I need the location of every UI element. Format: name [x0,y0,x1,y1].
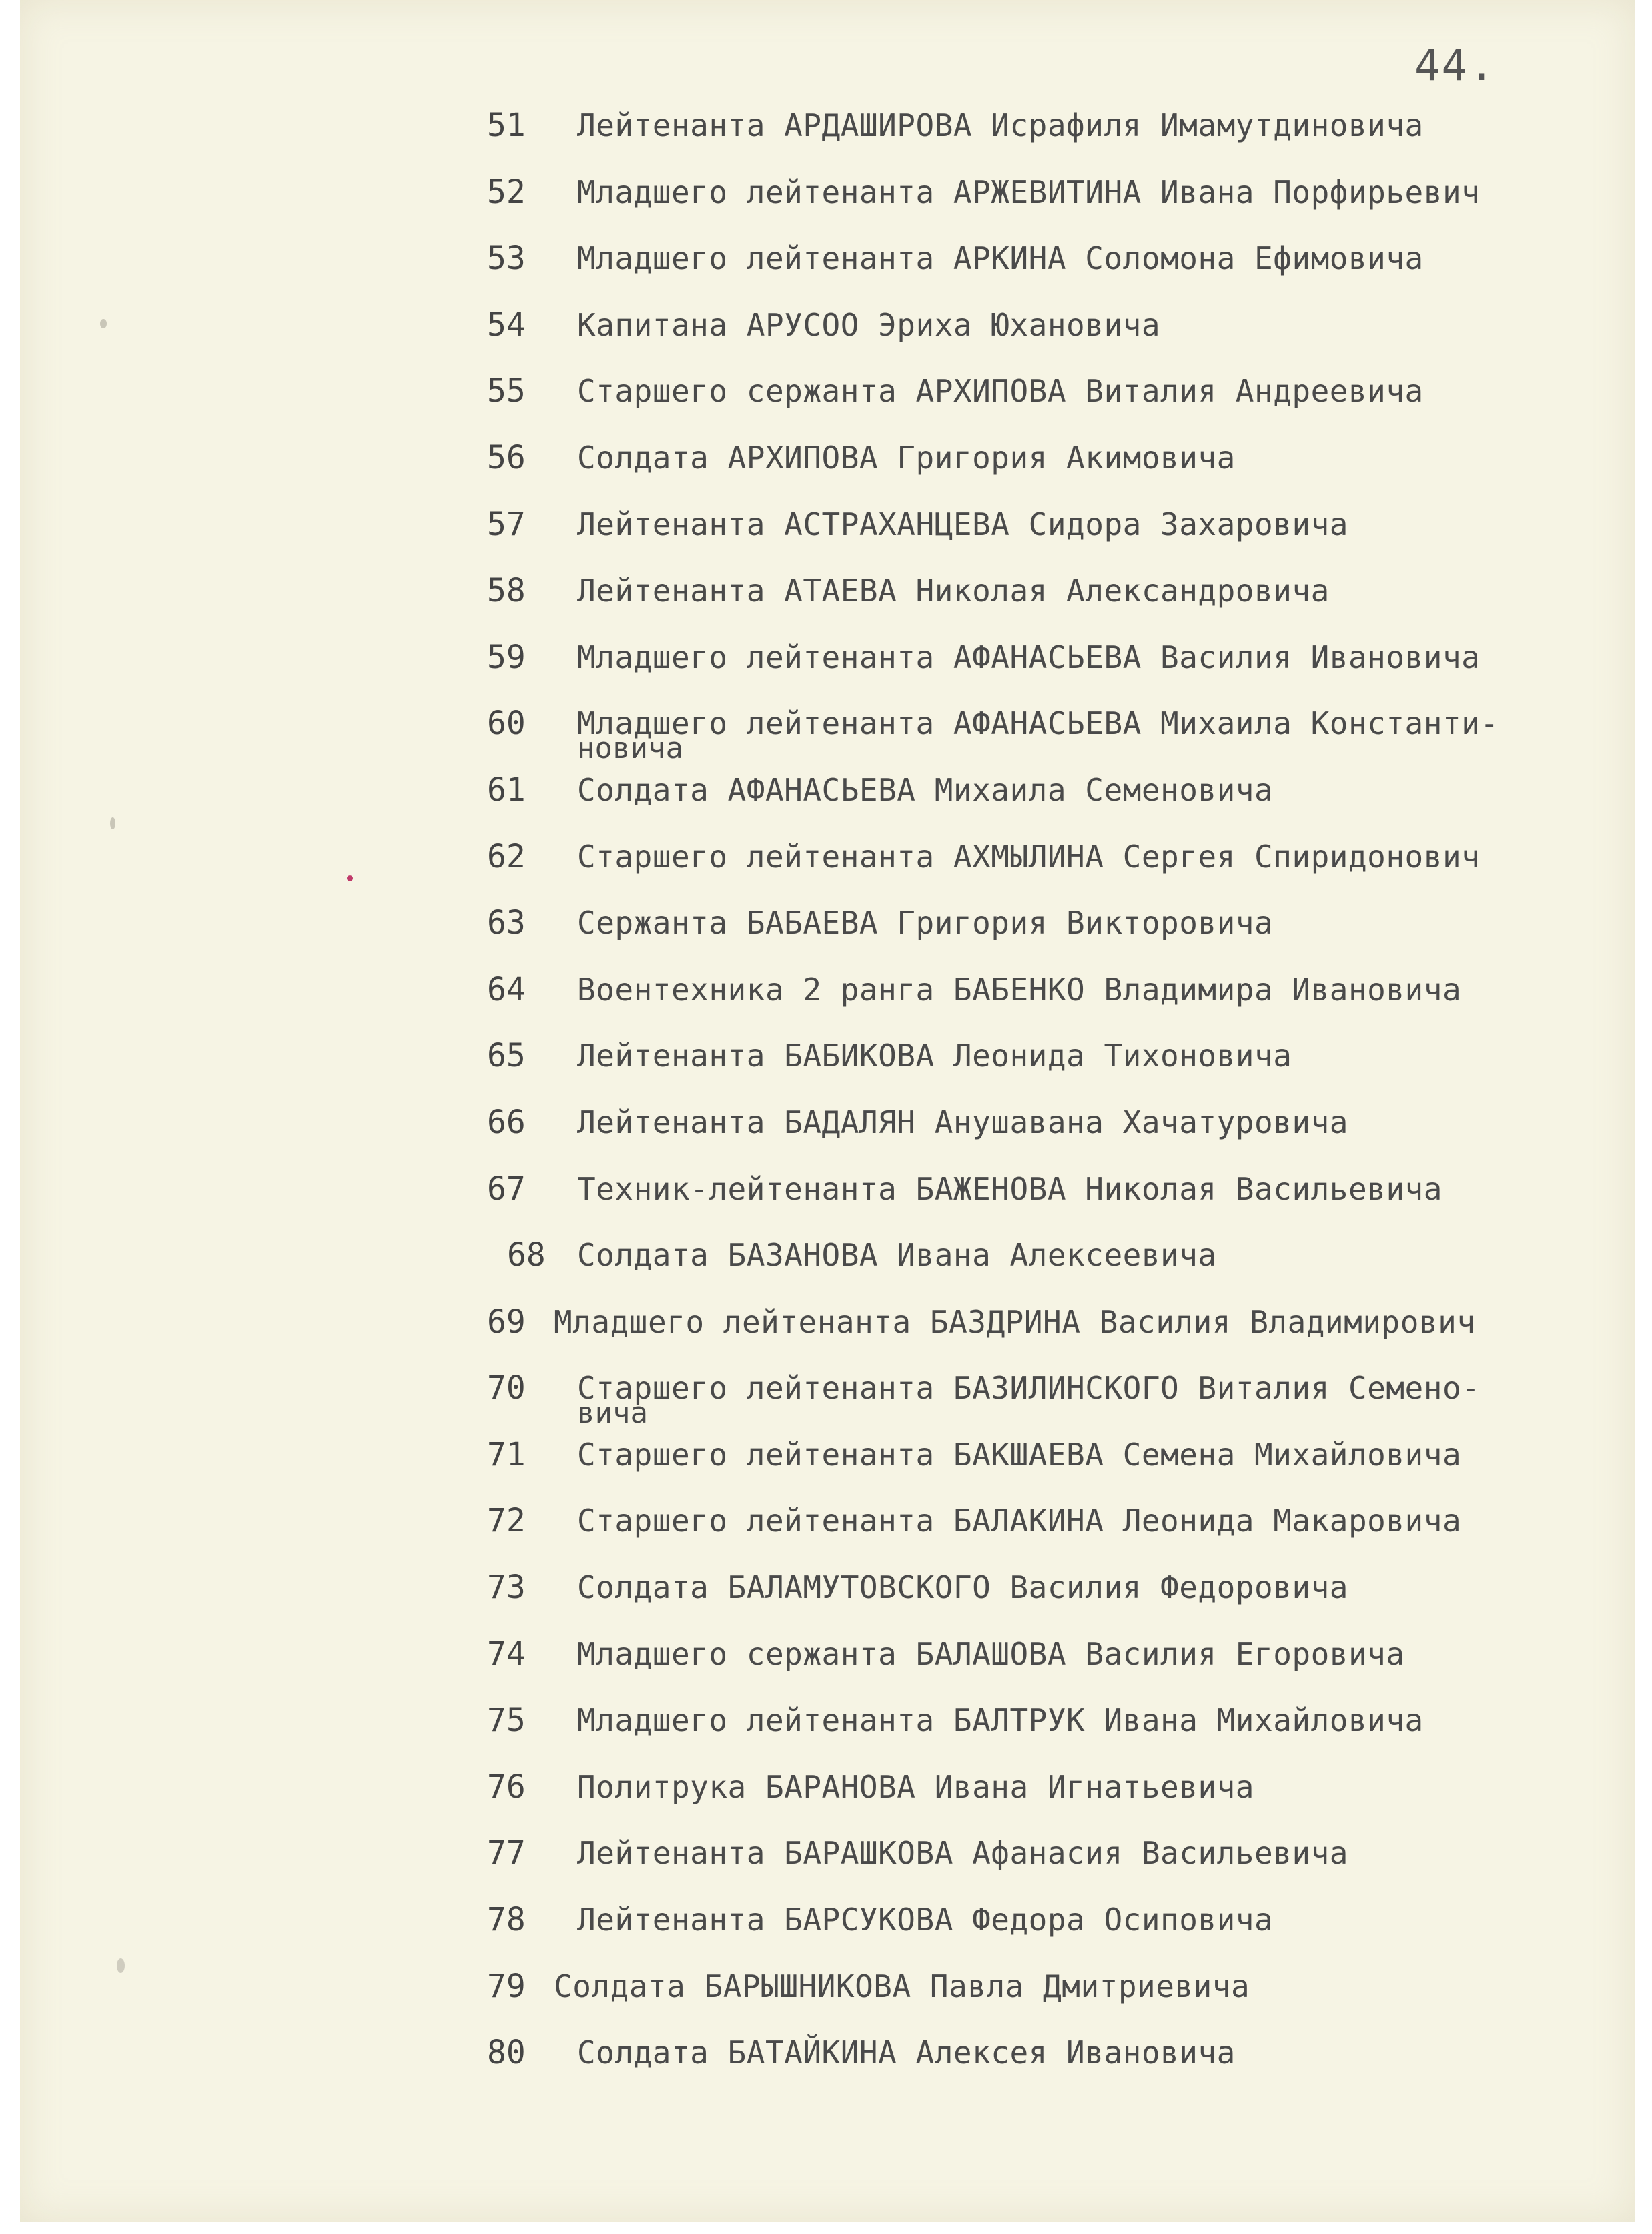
entry-number: 80 [487,2034,526,2072]
entry-number: 63 [487,904,526,942]
list-item [487,1170,1648,1237]
list-item [487,1369,1648,1436]
entry-text: Солдата БАРЫШНИКОВА Павла Дмитриевича [554,1968,1250,2004]
entry-number: 68 [507,1236,546,1274]
entry-text: Солдата АФАНАСЬЕВА Михаила Семеновича [577,771,1274,808]
entry-text: Капитана АРУСОО Эриха Юхановича [577,306,1161,343]
paper-speck [117,1958,125,1973]
list-item [487,1768,1648,1835]
entry-number: 72 [487,1502,526,1540]
entry-text: Младшего лейтенанта АРКИНА Соломона Ефимовича [577,240,1424,277]
entry-text: Старшего лейтенанта БАЗИЛИНСКОГО Виталия Семено- [577,1370,1481,1407]
list-item [487,506,1648,573]
document-page [20,0,1635,2222]
entry-text: Сержанта БАБАЕВА Григория Викторовича [577,905,1274,942]
entry-text: Младшего лейтенанта АФАНАСЬЕВА Василия Ивановича [577,639,1481,675]
entry-continuation: новича [577,731,683,766]
entry-number: 71 [487,1435,526,1473]
entry-text: Солдата БАЛАМУТОВСКОГО Василия Федоровича [577,1569,1348,1606]
list-item [487,1702,1648,1768]
entry-text: Солдата БАТАЙКИНА Алексея Ивановича [577,2034,1236,2071]
entry-text: Лейтенанта БАБИКОВА Леонида Тихоновича [577,1038,1292,1074]
entry-text: Воентехника 2 ранга БАБЕНКО Владимира Ивановича [577,971,1462,1008]
entry-text: Младшего сержанта БАЛАШОВА Василия Егоровича [577,1635,1405,1672]
entry-list [487,107,1648,2101]
entry-number: 61 [487,771,526,809]
entry-number: 65 [487,1037,526,1075]
entry-text: Техник-лейтенанта БАЖЕНОВА Николая Васильевича [577,1170,1442,1207]
list-item [487,1104,1648,1170]
list-item [487,306,1648,373]
entry-number: 58 [487,572,526,610]
entry-number: 62 [487,837,526,875]
list-item [487,639,1648,705]
entry-number: 51 [487,107,526,144]
entry-number: 67 [487,1170,526,1208]
list-item [487,1502,1648,1569]
entry-number: 75 [487,1702,526,1740]
entry-number: 78 [487,1901,526,1939]
entry-number: 54 [487,306,526,344]
entry-number: 70 [487,1369,526,1407]
list-item [487,1303,1648,1370]
list-item [487,904,1648,971]
entry-text: Старшего лейтенанта АХМЫЛИНА Сергея Спиридонович [577,838,1481,875]
entry-number: 74 [487,1635,526,1673]
paper-speck [100,319,107,328]
entry-text: Лейтенанта БАРСУКОВА Федора Осиповича [577,1902,1274,1938]
list-item [487,705,1648,771]
list-item [487,1569,1648,1635]
list-item [487,1834,1648,1901]
entry-text: Младшего лейтенанта АРЖЕВИТИНА Ивана Порфирьевич [577,173,1481,210]
entry-number: 52 [487,173,526,211]
entry-text: Лейтенанта БАРАШКОВА Афанасия Васильевича [577,1835,1348,1872]
entry-text: Младшего лейтенанта БАЛТРУК Ивана Михайловича [577,1702,1424,1739]
page-number: 44. [1414,41,1496,91]
entry-number: 53 [487,240,526,278]
entry-text: Младшего лейтенанта АФАНАСЬЕВА Михаила Константи- [577,705,1499,742]
entry-text: Старшего лейтенанта БАЛАКИНА Леонида Макаровича [577,1503,1462,1539]
entry-number: 79 [487,1967,526,2005]
entry-number: 57 [487,505,526,543]
entry-number: 69 [487,1302,526,1341]
list-item [487,173,1648,240]
list-item [487,572,1648,639]
entry-number: 76 [487,1768,526,1806]
entry-number: 73 [487,1569,526,1607]
list-item [487,107,1648,173]
list-item [487,1635,1648,1702]
ink-speck [347,875,353,881]
entry-number: 66 [487,1103,526,1141]
entry-number: 60 [487,705,526,743]
list-item [487,1436,1648,1503]
list-item [487,372,1648,439]
list-item [487,1968,1648,2034]
list-item [487,1037,1648,1104]
list-item [487,771,1648,838]
entry-text: Лейтенанта АТАЕВА Николая Александровича [577,573,1330,609]
entry-text: Младшего лейтенанта БАЗДРИНА Василия Владимирович [554,1303,1476,1340]
list-item [487,2034,1648,2101]
list-item [487,1236,1648,1303]
entry-number: 55 [487,372,526,410]
entry-text: Лейтенанта АРДАШИРОВА Исрафиля Имамутдиновича [577,107,1424,143]
entry-text: Солдата АРХИПОВА Григория Акимовича [577,439,1236,476]
list-item [487,240,1648,306]
entry-text: Старшего лейтенанта БАКШАЕВА Семена Михайловича [577,1436,1462,1473]
entry-text: Лейтенанта АСТРАХАНЦЕВА Сидора Захаровича [577,506,1348,542]
entry-number: 59 [487,638,526,676]
paper-speck [110,817,115,829]
list-item [487,838,1648,905]
entry-text: Политрука БАРАНОВА Ивана Игнатьевича [577,1768,1254,1805]
entry-continuation: вича [577,1396,648,1431]
entry-number: 77 [487,1834,526,1872]
entry-text: Лейтенанта БАДАЛЯН Анушавана Хачатуровича [577,1104,1348,1140]
entry-number: 56 [487,438,526,476]
entry-text: Солдата БАЗАНОВА Ивана Алексеевича [577,1237,1217,1274]
list-item [487,439,1648,506]
list-item [487,971,1648,1038]
entry-number: 64 [487,970,526,1008]
entry-text: Старшего сержанта АРХИПОВА Виталия Андреевича [577,373,1424,410]
list-item [487,1901,1648,1968]
